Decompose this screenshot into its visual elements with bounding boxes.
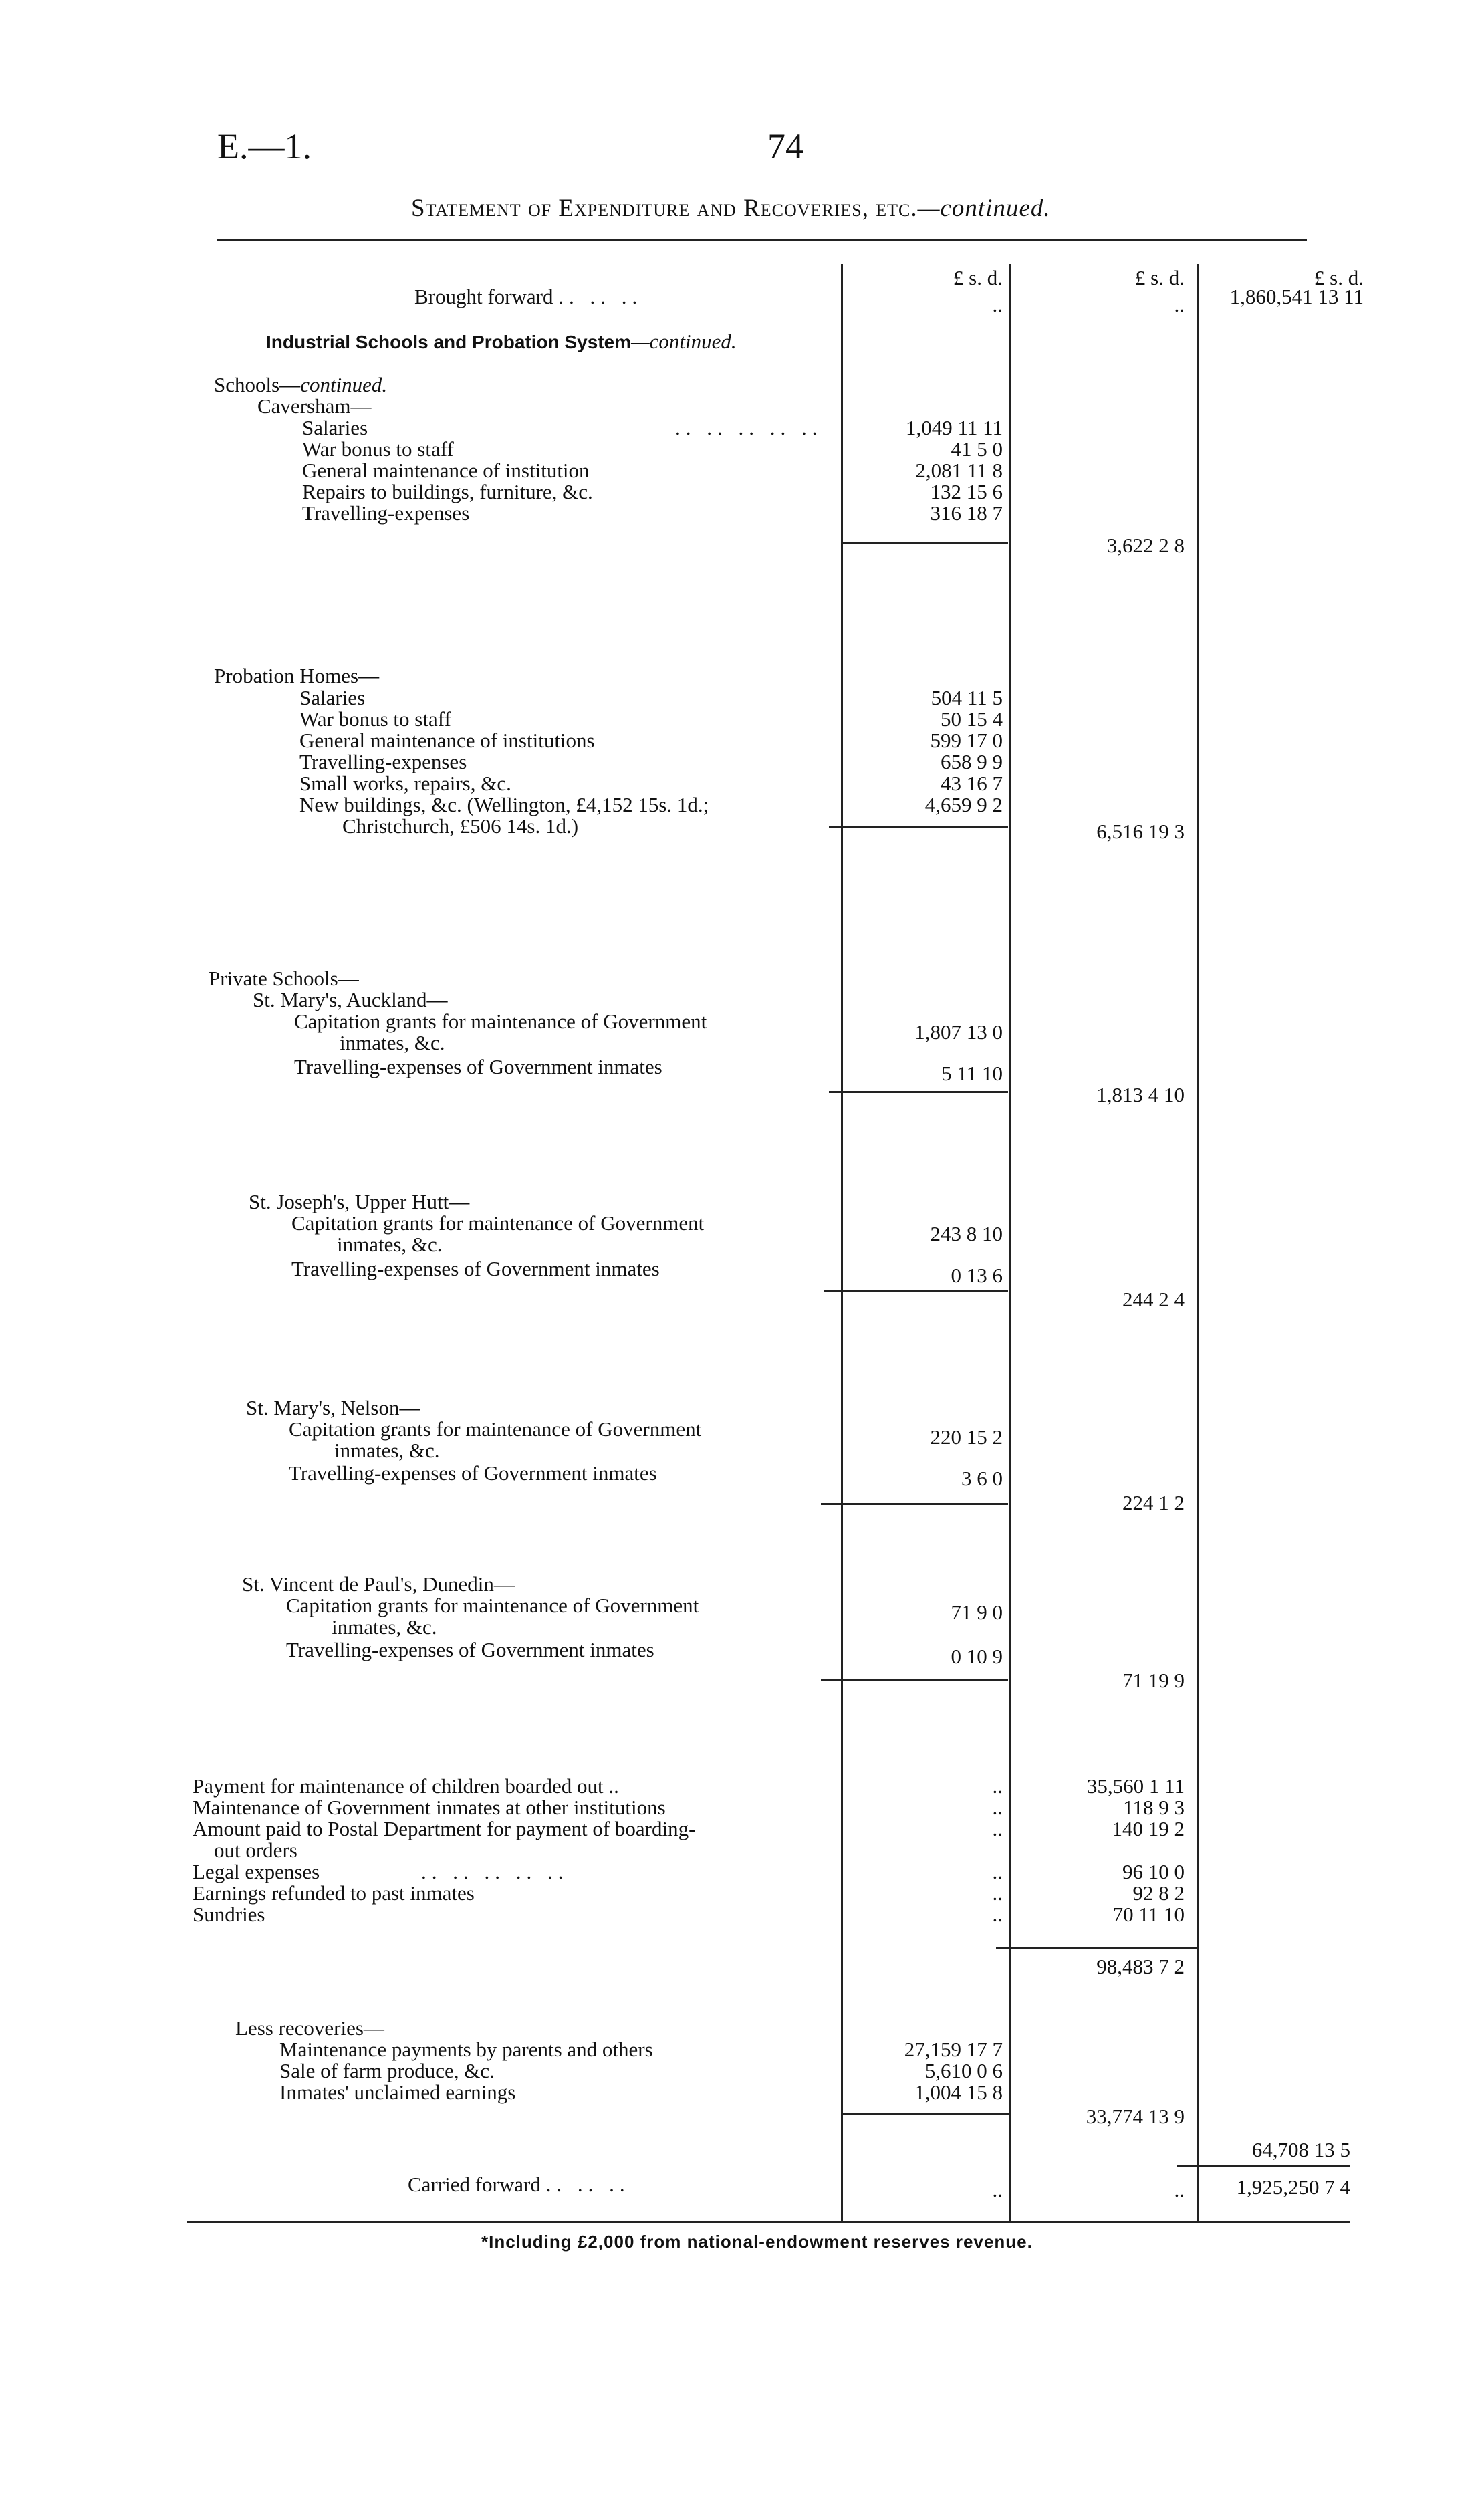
brought-forward-total: 1,860,541 13 11 (1229, 285, 1364, 308)
caversham-row-label: Repairs to buildings, furniture, &c. (302, 480, 593, 503)
school-total: 71 19 9 (1122, 1669, 1185, 1692)
probation-row-continuation: Christchurch, £506 14s. 1d.) (342, 814, 579, 838)
subtotal-rule (842, 2113, 1009, 2115)
travel-value: 0 13 6 (951, 1264, 1003, 1287)
payment-row-c1: .. (992, 1774, 1003, 1798)
col-head-3: £ s. d. (1314, 266, 1364, 289)
probation-total: 6,516 19 3 (1096, 820, 1185, 843)
payment-row-label: out orders (214, 1838, 297, 1862)
column-divider-2 (1009, 264, 1011, 2223)
travel-value: 3 6 0 (961, 1467, 1003, 1490)
probation-row-label: Small works, repairs, &c. (299, 771, 511, 795)
caversham-heading: Caversham— (257, 394, 372, 418)
probation-row-label: War bonus to staff (299, 707, 451, 731)
column-divider-1 (841, 264, 843, 2223)
col-head-1: £ s. d. (953, 266, 1003, 289)
probation-row-value: 599 17 0 (930, 729, 1003, 752)
recovery-row-label: Maintenance payments by parents and others (279, 2038, 653, 2061)
caversham-row-label: Salaries (302, 416, 368, 439)
probation-heading: Probation Homes— (214, 664, 380, 687)
payment-row-c1: .. (992, 1860, 1003, 1883)
caversham-row-label: General maintenance of institution (302, 459, 590, 482)
travel-value: 0 10 9 (951, 1645, 1003, 1668)
subtotal-rule (829, 1091, 1008, 1093)
private-schools-heading: Private Schools— (209, 967, 359, 990)
payment-row-label: Payment for maintenance of children boarded out .. (193, 1774, 619, 1798)
caversham-row-label: War bonus to staff (302, 437, 454, 461)
travel-line: Travelling-expenses of Government inmates (286, 1638, 654, 1661)
travel-value: 5 11 10 (941, 1062, 1003, 1085)
subtotal-rule (821, 1679, 1008, 1681)
section-title-italic: —continued. (631, 330, 737, 353)
recovery-row-value: 27,159 17 7 (904, 2038, 1003, 2061)
capitation-line: Capitation grants for maintenance of Government (286, 1594, 699, 1617)
section-title-bold: Industrial Schools and Probation System (266, 332, 632, 352)
travel-line: Travelling-expenses of Government inmates (294, 1055, 662, 1078)
carried-forward-c2: .. (1174, 2178, 1185, 2201)
subtotal-rule (821, 1503, 1008, 1505)
probation-row-value: 43 16 7 (941, 771, 1003, 795)
recovery-row-value: 1,004 15 8 (914, 2080, 1003, 2104)
probation-row-label: Salaries (299, 686, 366, 709)
payment-row-c2: 92 8 2 (1132, 1881, 1185, 1905)
caversham-row-value: 41 5 0 (951, 437, 1003, 461)
travel-line: Travelling-expenses of Government inmates (289, 1461, 657, 1485)
brought-forward-c2: .. (1174, 293, 1185, 316)
subtotal-rule (842, 542, 1008, 544)
title-continued: —continued. (917, 195, 1051, 222)
column-divider-3 (1197, 264, 1199, 2223)
payment-row-label: Legal expenses (193, 1860, 320, 1883)
recovery-row-value: 5,610 0 6 (924, 2059, 1003, 2082)
subtotal-rule (824, 1290, 1008, 1292)
capitation-line-cont: inmates, &c. (334, 1439, 440, 1462)
payment-row-c1: .. (992, 1881, 1003, 1905)
capitation-line-cont: inmates, &c. (332, 1615, 437, 1639)
payment-row-c1: .. (992, 1817, 1003, 1840)
subtotal-rule (829, 826, 1008, 828)
payment-row-label: Maintenance of Government inmates at other institutions (193, 1796, 666, 1819)
recovery-row-label: Inmates' unclaimed earnings (279, 2080, 516, 2104)
subtotal-rule (996, 1947, 1197, 1949)
brought-forward-label: Brought forward .. .. .. (414, 285, 643, 308)
col-head-2: £ s. d. (1134, 266, 1185, 289)
caversham-row-label: Travelling-expenses (302, 501, 470, 525)
probation-row-value: 4,659 9 2 (924, 793, 1003, 816)
leader-dots: .. .. .. .. .. (675, 416, 823, 439)
net-total: 64,708 13 5 (1251, 2138, 1350, 2161)
probation-row-value: 504 11 5 (931, 686, 1003, 709)
document-reference: E.—1. (217, 126, 312, 166)
subtotal-rule (1177, 2165, 1350, 2167)
caversham-row-value: 1,049 11 11 (906, 416, 1003, 439)
payment-row-c1: .. (992, 1796, 1003, 1819)
payment-row-c2: 96 10 0 (1122, 1860, 1185, 1883)
title-main: Statement of Expenditure and Recoveries, etc. (411, 195, 918, 222)
payment-row-c2: 35,560 1 11 (1086, 1774, 1185, 1798)
carried-forward-label: Carried forward .. .. .. (408, 2173, 630, 2196)
probation-row-value: 50 15 4 (941, 707, 1003, 731)
probation-row-label: General maintenance of institutions (299, 729, 595, 752)
private-school-name: St. Joseph's, Upper Hutt— (249, 1190, 470, 1213)
payment-row-label: Amount paid to Postal Department for payment of boarding- (193, 1817, 696, 1840)
payment-row-c2: 70 11 10 (1112, 1903, 1185, 1926)
school-total: 224 1 2 (1122, 1491, 1185, 1514)
section-title (266, 331, 737, 353)
recoveries-total: 33,774 13 9 (1086, 2105, 1185, 2128)
caversham-total: 3,622 2 8 (1106, 533, 1185, 557)
school-total: 244 2 4 (1122, 1288, 1185, 1311)
payments-total: 98,483 7 2 (1096, 1955, 1185, 1978)
caversham-row-value: 2,081 11 8 (915, 459, 1003, 482)
travel-line: Travelling-expenses of Government inmates (291, 1257, 660, 1280)
private-school-name: St. Vincent de Paul's, Dunedin— (242, 1572, 515, 1596)
top-rule (217, 239, 1307, 241)
recoveries-heading: Less recoveries— (235, 2016, 384, 2040)
capitation-value: 71 9 0 (951, 1600, 1003, 1624)
capitation-value: 220 15 2 (930, 1425, 1003, 1449)
caversham-row-value: 132 15 6 (930, 480, 1003, 503)
private-school-name: St. Mary's, Auckland— (253, 988, 448, 1011)
capitation-line: Capitation grants for maintenance of Government (294, 1009, 707, 1033)
caversham-row-value: 316 18 7 (930, 501, 1003, 525)
schools-heading: Schools—continued. (214, 373, 388, 396)
leader-dots: .. .. .. .. .. (421, 1860, 569, 1883)
carried-forward-total: 1,925,250 7 4 (1236, 2175, 1350, 2199)
private-school-name: St. Mary's, Nelson— (246, 1396, 420, 1419)
footnote: *Including £2,000 from national-endowment reserves revenue. (481, 2232, 1033, 2252)
payment-row-label: Sundries (193, 1903, 265, 1926)
carried-forward-c1: .. (992, 2178, 1003, 2201)
brought-forward-c1: .. (992, 293, 1003, 316)
probation-row-value: 658 9 9 (941, 750, 1003, 773)
capitation-line: Capitation grants for maintenance of Government (289, 1417, 702, 1441)
page-title (411, 194, 1051, 223)
recovery-row-label: Sale of farm produce, &c. (279, 2059, 495, 2082)
payment-row-c1: .. (992, 1903, 1003, 1926)
capitation-value: 1,807 13 0 (914, 1020, 1003, 1044)
payment-row-c2: 140 19 2 (1112, 1817, 1185, 1840)
school-total: 1,813 4 10 (1096, 1083, 1185, 1106)
bottom-rule (187, 2221, 1350, 2223)
payment-row-label: Earnings refunded to past inmates (193, 1881, 475, 1905)
payment-row-c2: 118 9 3 (1123, 1796, 1185, 1819)
page-number: 74 (767, 126, 803, 166)
capitation-line: Capitation grants for maintenance of Government (291, 1211, 705, 1235)
probation-row-label: New buildings, &c. (Wellington, £4,152 15s. 1d.; (299, 793, 709, 816)
probation-row-label: Travelling-expenses (299, 750, 467, 773)
capitation-value: 243 8 10 (930, 1222, 1003, 1245)
capitation-line-cont: inmates, &c. (340, 1031, 445, 1054)
capitation-line-cont: inmates, &c. (337, 1233, 443, 1256)
